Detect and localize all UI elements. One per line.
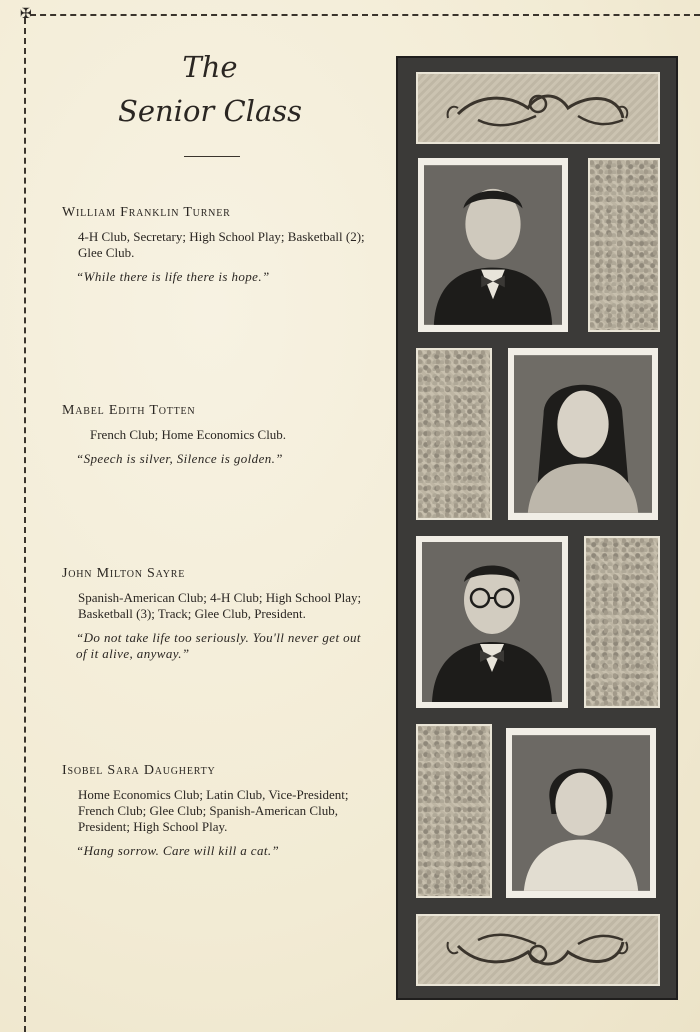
portrait-photo [418,158,568,332]
senior-activities: Spanish-American Club; 4-H Club; High School Play; Basketball (3); Track; Glee Club, President. [78,590,362,621]
senior-entry [62,403,372,467]
senior-quote: “Do not take life too seriously. You'll never get out of it alive, anyway.” [76,630,361,661]
senior-activities: 4-H Club, Secretary; High School Play; Basketball (2); Glee Club. [78,229,365,260]
female-portrait-icon [514,354,652,514]
senior-quote: “Hang sorrow. Care will kill a cat.” [76,843,280,858]
male-portrait-icon [424,164,562,326]
portrait-photo [506,728,656,898]
top-dashed-rule [30,14,700,16]
senior-name: John Milton Sayre [62,566,186,581]
portrait-photo [508,348,658,520]
marble-panel [416,724,492,898]
marble-panel [588,158,660,332]
senior-entry [62,763,372,859]
senior-entry [62,566,372,662]
senior-entry [62,205,372,285]
ornament-top [416,72,660,144]
title-divider [184,156,240,157]
portrait-photo [416,536,568,708]
scroll-ornament-icon [418,916,658,984]
photo-panel [396,56,678,1000]
senior-name: William Franklin Turner [62,205,231,220]
senior-activities: French Club; Home Economics Club. [90,427,287,442]
page-title-line1: The [182,50,238,84]
marble-panel [584,536,660,708]
senior-name: Isobel Sara Daugherty [62,763,216,778]
senior-quote: “While there is life there is hope.” [76,269,270,284]
corner-ornament-icon: ✠ [20,7,32,22]
page-title-line2: Senior Class [117,94,303,128]
senior-quote: “Speech is silver, Silence is golden.” [76,451,283,466]
senior-name: Mabel Edith Totten [62,403,196,418]
left-dashed-rule [24,18,26,1032]
male-portrait-glasses-icon [422,542,562,702]
female-portrait-bob-icon [512,734,650,892]
marble-panel [416,348,492,520]
senior-activities: Home Economics Club; Latin Club, Vice-President; French Club; Glee Club; Spanish-American Club, President; High School Play. [78,787,349,834]
scroll-ornament-icon [418,74,658,142]
ornament-bottom [416,914,660,986]
